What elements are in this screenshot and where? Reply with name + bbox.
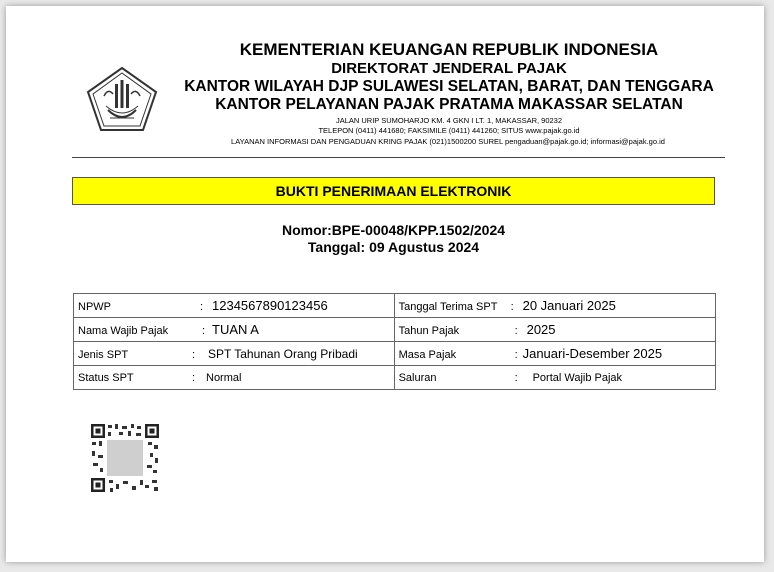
table-row xyxy=(74,342,716,366)
tax-info-table xyxy=(73,293,716,390)
separator: : xyxy=(192,348,196,361)
document-title-banner: BUKTI PENERIMAAN ELEKTRONIK xyxy=(72,177,715,205)
ministry-emblem-icon xyxy=(86,66,158,132)
table-cell xyxy=(74,342,395,366)
table-row xyxy=(74,366,716,390)
table-cell xyxy=(74,318,395,342)
table-cell xyxy=(394,318,715,342)
tax-period-label: Masa Pajak xyxy=(398,349,457,361)
channel-value: Portal Wajib Pajak xyxy=(532,371,623,384)
ministry-name: KEMENTERIAN KEUANGAN REPUBLIK INDONESIA xyxy=(239,40,659,59)
service-info: LAYANAN INFORMASI DAN PENGADUAN KRING PAJAK (021)1500200 SUREL pengaduan@pajak.go.id; informasi@pajak.go.id xyxy=(231,137,665,146)
separator: : xyxy=(200,301,204,313)
document-number: Nomor:BPE-00048/KPP.1502/2024 xyxy=(281,222,506,238)
qr-code-icon xyxy=(90,423,160,493)
spt-status-value: Normal xyxy=(206,371,242,384)
office-contact: TELEPON (0411) 441680; FAKSIMILE (0411) 441260; SITUS www.pajak.go.id xyxy=(318,126,580,135)
receipt-date-label: Tanggal Terima SPT xyxy=(398,301,498,313)
tax-period-value: Januari-Desember 2025 xyxy=(522,346,663,361)
spt-type-value: SPT Tahunan Orang Pribadi xyxy=(208,346,358,361)
taxpayer-name-label: Nama Wajib Pajak xyxy=(78,325,169,337)
separator: : xyxy=(202,325,206,337)
taxpayer-name-value: TUAN A xyxy=(212,322,259,337)
directorate-name: DIREKTORAT JENDERAL PAJAK xyxy=(331,60,567,77)
document-date: Tanggal: 09 Agustus 2024 xyxy=(307,239,480,255)
npwp-label: NPWP xyxy=(78,301,111,313)
table-row xyxy=(74,294,716,318)
table-row xyxy=(74,318,716,342)
table-cell xyxy=(394,342,715,366)
separator: : xyxy=(510,301,514,313)
tax-office-name: KANTOR PELAYANAN PAJAK PRATAMA MAKASSAR SELATAN xyxy=(215,96,683,113)
table-cell xyxy=(394,294,715,318)
channel-label: Saluran xyxy=(398,371,437,384)
header-divider xyxy=(72,157,725,158)
separator: : xyxy=(192,371,196,384)
separator: : xyxy=(514,349,518,361)
regional-office-name: KANTOR WILAYAH DJP SULAWESI SELATAN, BARAT, DAN TENGGARA xyxy=(184,78,714,95)
separator: : xyxy=(514,371,518,384)
spt-status-label: Status SPT xyxy=(78,371,134,384)
tax-year-label: Tahun Pajak xyxy=(398,325,460,337)
office-address: JALAN URIP SUMOHARJO KM. 4 GKN I LT. 1, MAKASSAR, 90232 xyxy=(335,116,563,125)
receipt-date-value: 20 Januari 2025 xyxy=(522,298,616,313)
table-cell xyxy=(394,366,715,390)
spt-type-label: Jenis SPT xyxy=(78,348,129,361)
separator: : xyxy=(514,325,518,337)
tax-year-value: 2025 xyxy=(526,322,556,337)
table-cell xyxy=(74,294,395,318)
table-cell xyxy=(74,366,395,390)
npwp-value: 1234567890123456 xyxy=(212,298,328,313)
